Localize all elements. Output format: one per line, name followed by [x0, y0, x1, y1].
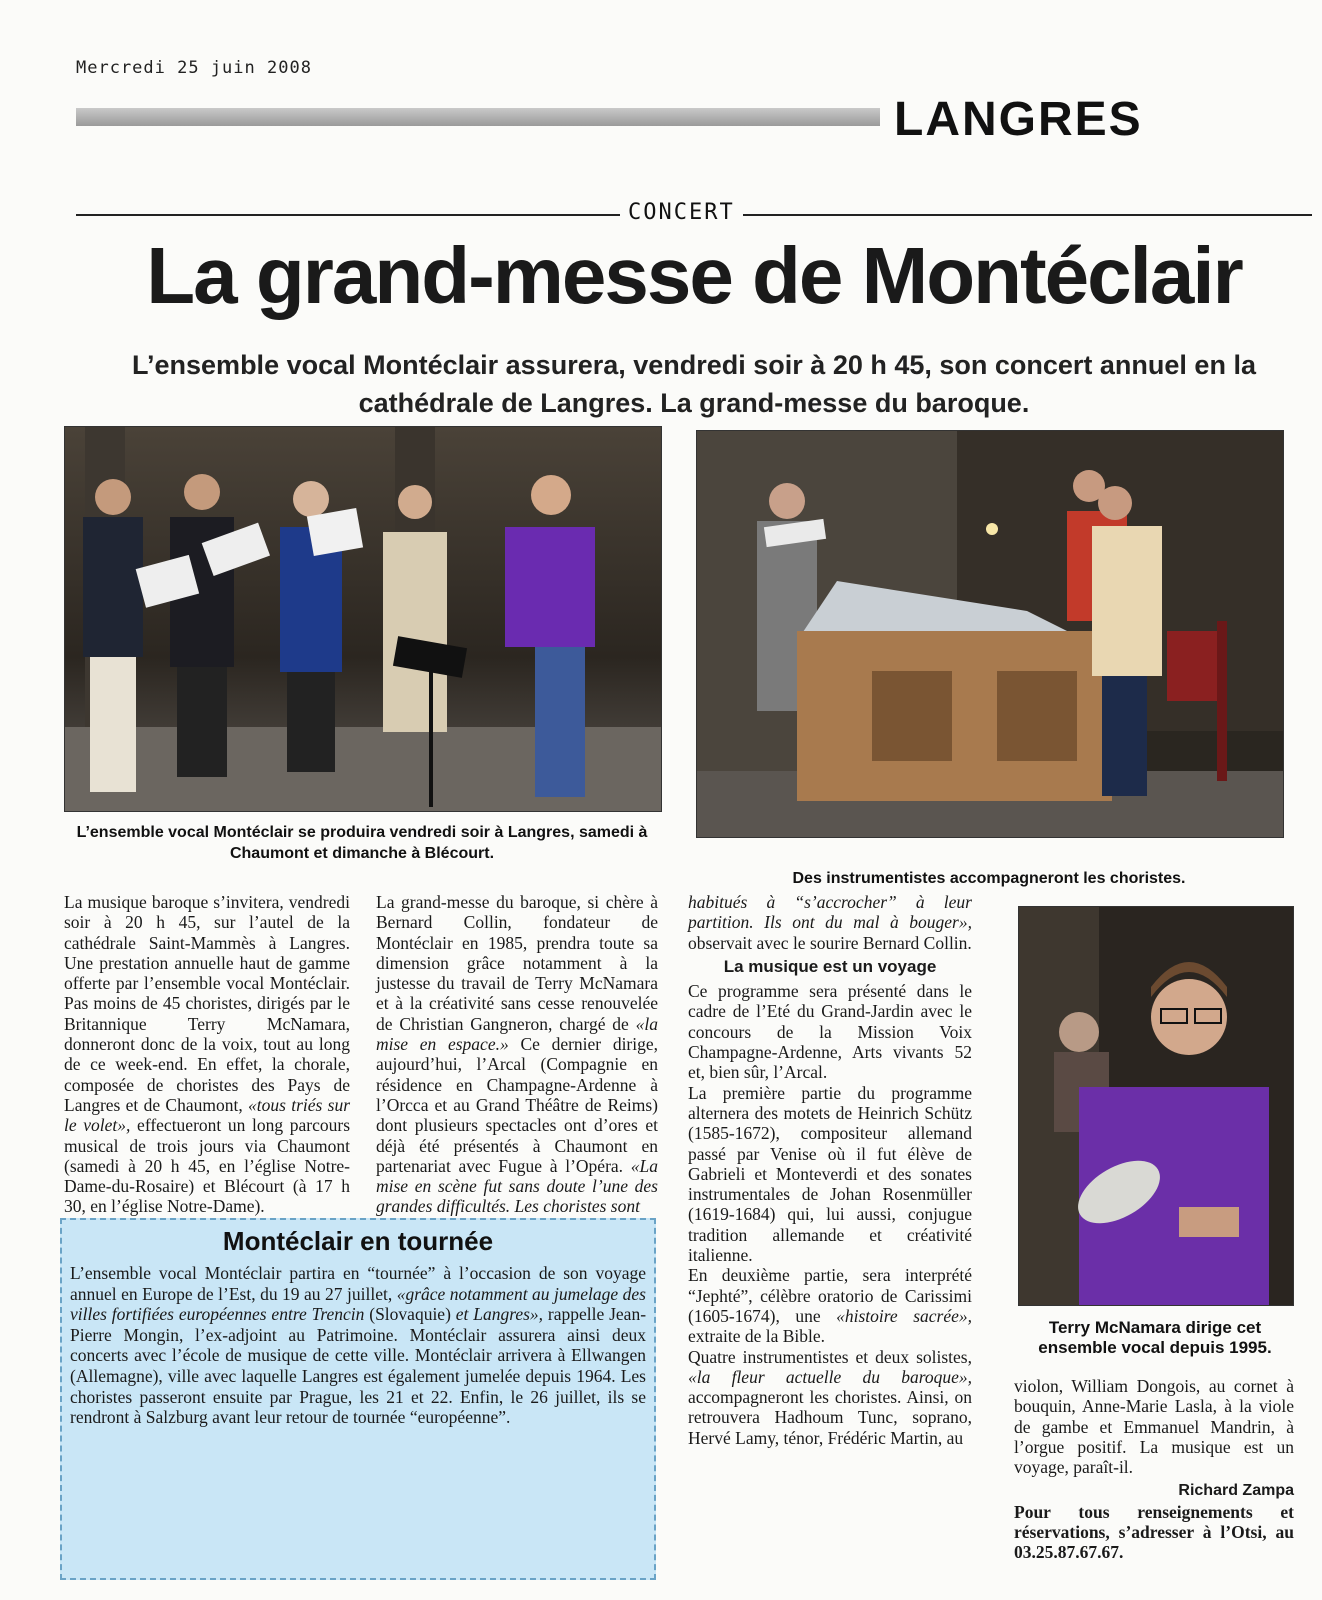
- col1-text-end: effectueront un long parcours musical de trois jours via Chaumont (samedi à 20 h 45, en l’église Notre-Dame-du-Rosaire) et Blécourt (à 17 h 30, en l’église Notre-Dame).: [64, 1115, 351, 1217]
- col1-text: La musique baroque s’invitera, vendredi soir à 20 h 45, sur l’autel de la cathédrale Saint-Mammès à Langres. Une prestation annuelle haut de gamme offerte par l’ensemble vocal Montéclair. Pas moins de 45 choristes, dirigés par le Britannique Terry McNamara, donneront donc de la voix, tout au long de ce week-end. En effet, la chorale, composée de choristes des Pays de Langres et de Chaumont,: [64, 892, 350, 1115]
- col3-p5a: Quatre instrumentistes et deux solistes,: [688, 1346, 972, 1367]
- subhead: La musique est un voyage: [723, 956, 937, 976]
- caption-conductor: Terry McNamara dirige cet ensemble vocal depuis 1995.: [1038, 1318, 1272, 1357]
- sidebar-body: [70, 1263, 646, 1428]
- article-column-2: [376, 892, 658, 1217]
- col4-text: violon, William Dongois, au cornet à bouquin, Anne-Marie Lasla, à la viole de gambe et Emmanuel Mandrin, à l’orgue positif. La musique est un voyage, paraît-il.: [1014, 1376, 1294, 1478]
- standfirst: L’ensemble vocal Montéclair assurera, vendredi soir à 20 h 45, son concert annuel en la cathédrale de Langres. La grand-messe du baroque.: [132, 350, 1256, 418]
- col2-text-b: Ce dernier dirige, aujourd’hui, l’Arcal (Compagnie en résidence en Champagne-Ardenne à l’Orcca et au Grand Théâtre de Reims) dont plusieurs spectacles ont d’ores et déjà été présentés à Chaumont en partenariat avec Fugue à l’Opéra.: [376, 1034, 659, 1176]
- conductor-photo: [1018, 906, 1294, 1306]
- sidebar-text-3: rappelle Jean-Pierre Mongin, l’ex-adjoint au Patrimoine. Montéclair assurera ainsi deux concerts avec l’école de musique de cette ville. Montéclair arrivera à Ellwangen (Allemagne), ville avec laquelle Langres est également jumelée depuis 1964. Les choristes passeront ensuite par Prague, les 21 et 22. Enfin, le 26 juillet, ils se rendront à Salzburg avant leur retour de tournée “européenne”.: [70, 1304, 647, 1428]
- col3-p4a: En deuxième partie, sera interprété “Jephté”, célèbre oratorio de Carissimi (1605-1674), une: [688, 1265, 972, 1326]
- sidebar-title: Montéclair en tournée: [222, 1226, 494, 1256]
- article-column-1: [64, 892, 350, 1217]
- caption-choir: L’ensemble vocal Montéclair se produira vendredi soir à Langres, samedi à Chaumont et dimanche à Blécourt.: [76, 824, 648, 862]
- col3-p5-quote: «la fleur actuelle du baroque»,: [688, 1366, 972, 1387]
- choir-photo: [64, 426, 662, 812]
- col3-p4-quote: «histoire sacrée»,: [836, 1305, 972, 1326]
- article-column-4: [1014, 1376, 1294, 1563]
- issue-date: Mercredi 25 juin 2008: [76, 58, 312, 78]
- col2-quote: «la mise en espace.»: [376, 1013, 658, 1055]
- col3-p5b: accompagneront les choristes. Ainsi, on retrouvera Hadhoum Tunc, soprano, Hervé Lamy, ténor, Frédéric Martin, au: [688, 1387, 972, 1448]
- col3-cont-end: observait avec le sourire Bernard Collin.: [688, 932, 972, 953]
- instruments-photo: [696, 430, 1284, 838]
- sidebar-quote-2: et Langres»,: [455, 1304, 544, 1325]
- article-column-3: [688, 892, 972, 1448]
- caption-instruments: Des instrumentistes accompagneront les choristes.: [792, 870, 1186, 887]
- sidebar-box: [60, 1218, 656, 1580]
- sidebar-text-1: L’ensemble vocal Montéclair partira en “tournée” à l’occasion de son voyage annuel en Europe de l’Est, du 19 au 27 juillet,: [70, 1263, 646, 1304]
- kicker: CONCERT: [620, 200, 743, 225]
- section-title: LANGRES: [880, 92, 1157, 147]
- col3-quote-cont: habitués à “s’accrocher” à leur partition. Ils ont du mal à bouger»,: [688, 892, 972, 933]
- col2-text-a: La grand-messe du baroque, si chère à Bernard Collin, fondateur de Montéclair en 1985, prendra toute sa dimension grâce notamment à la justesse du travail de Terry McNamara et à la créativité sans cesse renouvelée de Christian Gangneron, chargé de: [376, 892, 658, 1034]
- headline: La grand-messe de Montéclair: [146, 231, 1242, 320]
- contact-info: Pour tous renseignements et réservations, s’adresser à l’Otsi, au 03.25.87.67.67.: [1014, 1501, 1294, 1563]
- col1-quote: «tous triés sur le volet»,: [64, 1094, 350, 1136]
- col3-p4b: extraite de la Bible.: [688, 1326, 826, 1347]
- sidebar-text-2: (Slovaquie): [369, 1304, 451, 1325]
- author-signature: Richard Zampa: [1178, 1482, 1294, 1500]
- col3-p3: La première partie du programme alternera des motets de Heinrich Schütz (1585-1672), compositeur allemand passé par Venise où il fut élève de Gabrieli et Monteverdi et des sonates instrumentales de Johan Rosenmüller (1619-1684) qui, lui aussi, conjugue tradition allemande et créativité italienne.: [688, 1082, 972, 1266]
- sidebar-quote-1: «grâce notamment au jumelage des villes fortifiées européennes entre Trencin: [70, 1283, 646, 1325]
- col3-p2: Ce programme sera présenté dans le cadre de l’Eté du Grand-Jardin avec le concours de la Mission Voix Champagne-Ardenne, Arts vivants 52 et, bien sûr, l’Arcal.: [688, 981, 972, 1083]
- col2-quote-2: «La mise en scène fut sans doute l’une des grandes difficultés. Les choristes sont: [376, 1155, 658, 1217]
